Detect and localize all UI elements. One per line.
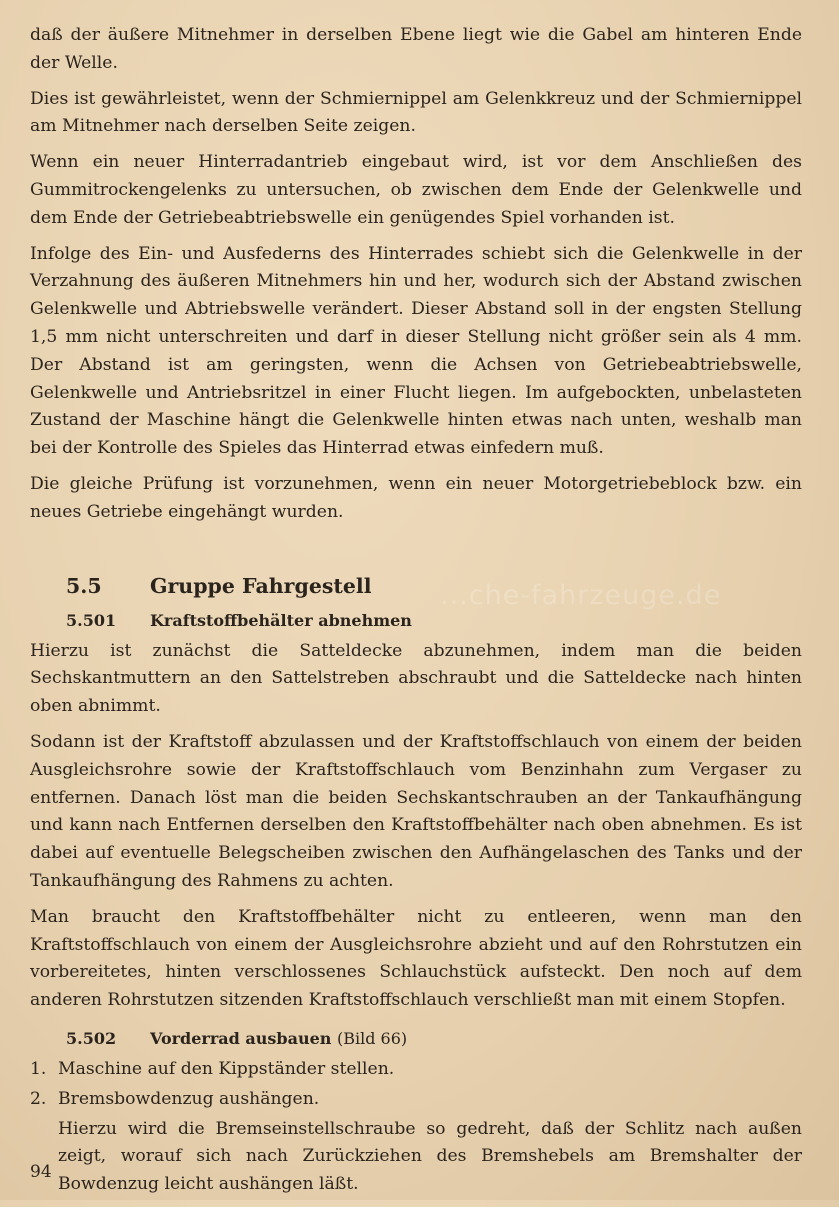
paragraph: Wenn ein neuer Hinterradantrieb eingebaut wird, ist vor dem Anschließen des Gummitrockengelenks zu untersuchen, ob zwischen dem Ende der Gelenkwelle und dem Ende der Getriebeabtriebswelle ein genügendes Spiel vorhanden ist. — [30, 152, 802, 228]
step-number: 1. — [30, 1058, 47, 1079]
section-title: Gruppe Fahrgestell — [150, 573, 372, 598]
paragraph: Die gleiche Prüfung ist vorzunehmen, wenn ein neuer Motorgetriebeblock bzw. ein neues Getriebe eingehängt wurden. — [30, 473, 802, 522]
step-detail: Hierzu wird die Bremseinstellschraube so gedreht, daß der Schlitz nach außen zeigt, worauf sich nach Zurückziehen des Bremshebels am Bremshalter der Bowdenzug leicht aushängen läßt. — [58, 1118, 802, 1195]
subsection-title: Kraftstoffbehälter abnehmen — [150, 610, 412, 630]
paragraph: daß der äußere Mitnehmer in derselben Ebene liegt wie die Gabel am hinteren Ende der Welle. — [30, 25, 802, 73]
page-content — [30, 22, 802, 1207]
paragraph: Dies ist gewährleistet, wenn der Schmiernippel am Gelenkkreuz und der Schmiernippel am Mitnehmer nach derselben Seite zeigen. — [30, 88, 802, 137]
section-number: 5.5 — [66, 573, 102, 598]
step-text: Maschine auf den Kippständer stellen. — [58, 1058, 395, 1079]
figure-reference: (Bild 66) — [336, 1028, 408, 1048]
subsection-title — [150, 1025, 407, 1052]
paragraph: Infolge des Ein- und Ausfederns des Hinterrades schiebt sich die Gelenkwelle in der Verzahnung des äußeren Mitnehmers hin und her, wodurch sich der Abstand zwischen Gelenkwelle und Abtriebswelle verändert. Dieser Abstand soll in der engsten Stellung 1,5 mm nicht unterschreiten und darf in dieser Stellung nicht größer sein als 4 mm. Der Abstand ist am geringsten, wenn die Achsen von Getriebeabtriebswelle, Gelenkwelle und Antriebsritzel in einer Flucht liegen. Im aufgebockten, unbelasteten Zustand der Maschine hängt die Gelenkwelle hinten etwas nach unten, weshalb man bei der Kontrolle des Spieles das Hinterrad etwas einfedern muß. — [30, 243, 802, 459]
paragraph: Man braucht den Kraftstoffbehälter nicht zu entleeren, wenn man den Kraftstoffschlauch von einem der Ausgleichsrohre abzieht und auf den Rohrstutzen ein vorbereitetes, hinten verschlossenes Schlauchstück aufsteckt. Den noch auf dem anderen Rohrstutzen sitzenden Kraftstoffschlauch verschließt man mit einem Stopfen. — [30, 906, 802, 1011]
subsection-title-text: Vorderrad ausbauen — [150, 1028, 332, 1048]
subsection-number: 5.501 — [66, 610, 117, 630]
paragraph: Hierzu ist zunächst die Satteldecke abzunehmen, indem man die beiden Sechskantmuttern an den Sattelstreben abschraubt und die Satteldecke nach hinten oben abnimmt. — [30, 640, 802, 717]
step-list — [30, 1056, 802, 1114]
step-text: Bremsbowdenzug aushängen. — [58, 1088, 320, 1109]
paragraph: Sodann ist der Kraftstoff abzulassen und der Kraftstoffschlauch von einem der beiden Ausgleichsrohre sowie der Kraftstoffschlauch vom Benzinhahn zum Vergaser zu entfernen. Danach löst man die beiden Sechskantschrauben an der Tankaufhängung und kann nach Entfernen derselben den Kraftstoffbehälter nach oben abnehmen. Es ist dabei auf eventuelle Belegscheiben zwischen den Aufhängelaschen des Tanks und der Tankaufhängung des Rahmens zu achten. — [30, 731, 802, 891]
page-number: 94 — [30, 1162, 52, 1182]
subsection-heading — [66, 1025, 802, 1052]
list-item — [30, 1086, 802, 1114]
subsection-number: 5.502 — [66, 1028, 117, 1048]
step-number: 2. — [30, 1088, 47, 1109]
watermark: ...che-fahrzeuge.de — [440, 580, 722, 611]
list-item — [30, 1056, 802, 1084]
